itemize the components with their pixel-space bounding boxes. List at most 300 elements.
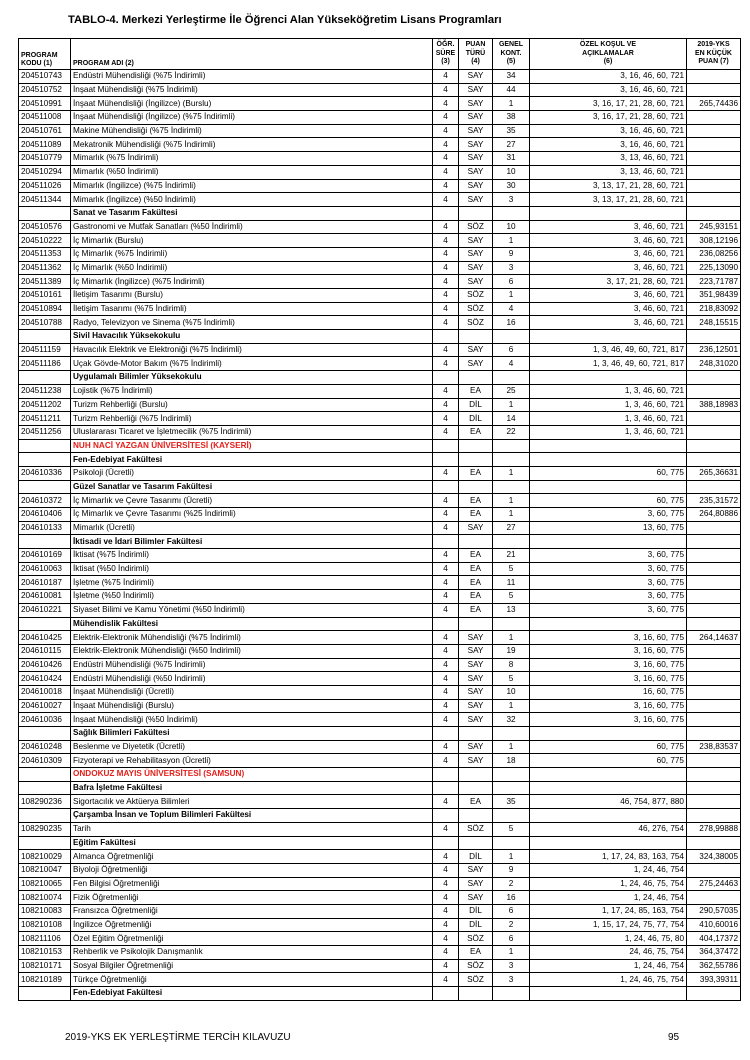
- table-row: [19, 946, 741, 960]
- program-code: 108210083: [19, 904, 71, 918]
- program-code: 204610248: [19, 740, 71, 754]
- empty-quota-cell: [493, 809, 530, 823]
- table-row: [19, 549, 741, 563]
- notes-cell: 3, 16, 60, 775: [530, 713, 687, 727]
- duration-cell: 4: [433, 398, 459, 412]
- program-code: 204511089: [19, 138, 71, 152]
- notes-cell: 1, 15, 17, 24, 75, 77, 754: [530, 918, 687, 932]
- program-name: İnşaat Mühendisliği (Ücretli): [71, 685, 433, 699]
- notes-cell: 3, 16, 46, 60, 721: [530, 70, 687, 84]
- quota-cell: 21: [493, 549, 530, 563]
- empty-code-cell: [19, 480, 71, 494]
- score-type-cell: EA: [459, 466, 493, 480]
- table-row: [19, 138, 741, 152]
- table-row: [19, 152, 741, 166]
- empty-duration-cell: [433, 987, 459, 1001]
- program-name: Sosyal Bilgiler Öğretmenliği: [71, 959, 433, 973]
- notes-cell: 3, 16, 46, 60, 721: [530, 124, 687, 138]
- quota-cell: 1: [493, 234, 530, 248]
- faculty-row: [19, 727, 741, 741]
- min-score-cell: [687, 658, 741, 672]
- min-score-cell: [687, 644, 741, 658]
- program-name: İşletme (%75 İndirimli): [71, 576, 433, 590]
- score-type-cell: SAY: [459, 644, 493, 658]
- duration-cell: 4: [433, 275, 459, 289]
- empty-duration-cell: [433, 453, 459, 467]
- table-row: [19, 932, 741, 946]
- program-name: Uçak Gövde-Motor Bakım (%75 İndirimli): [71, 357, 433, 371]
- faculty-name: Mühendislik Fakültesi: [71, 617, 433, 631]
- notes-cell: 3, 16, 60, 775: [530, 644, 687, 658]
- score-type-cell: EA: [459, 508, 493, 522]
- score-type-cell: SAY: [459, 261, 493, 275]
- score-type-cell: SAY: [459, 631, 493, 645]
- empty-min-score-cell: [687, 371, 741, 385]
- program-name: Elektrik-Elektronik Mühendisliği (%50 İndirimli): [71, 644, 433, 658]
- duration-cell: 4: [433, 466, 459, 480]
- faculty-row: [19, 987, 741, 1001]
- score-type-cell: EA: [459, 590, 493, 604]
- duration-cell: 4: [433, 138, 459, 152]
- empty-duration-cell: [433, 617, 459, 631]
- empty-code-cell: [19, 330, 71, 344]
- notes-cell: 13, 60, 775: [530, 521, 687, 535]
- quota-cell: 1: [493, 398, 530, 412]
- notes-cell: 1, 24, 46, 754: [530, 891, 687, 905]
- university-name: NUH NACİ YAZGAN ÜNİVERSİTESİ (KAYSERİ): [71, 439, 433, 453]
- empty-quota-cell: [493, 836, 530, 850]
- empty-duration-cell: [433, 480, 459, 494]
- faculty-row: [19, 535, 741, 549]
- empty-duration-cell: [433, 768, 459, 782]
- min-score-cell: [687, 521, 741, 535]
- empty-quota-cell: [493, 439, 530, 453]
- program-code: 204510222: [19, 234, 71, 248]
- program-name: Siyaset Bilimi ve Kamu Yönetimi (%50 İndirimli): [71, 603, 433, 617]
- quota-cell: 1: [493, 946, 530, 960]
- empty-min-score-cell: [687, 727, 741, 741]
- min-score-cell: [687, 590, 741, 604]
- program-code: 204510743: [19, 70, 71, 84]
- program-code: 204511202: [19, 398, 71, 412]
- score-type-cell: SÖZ: [459, 289, 493, 303]
- notes-cell: 3, 16, 17, 21, 28, 60, 721: [530, 111, 687, 125]
- notes-cell: 24, 46, 75, 754: [530, 946, 687, 960]
- table-title: TABLO-4. Merkezi Yerleştirme İle Öğrenci Alan Yükseköğretim Lisans Programları: [68, 14, 502, 26]
- empty-score-type-cell: [459, 535, 493, 549]
- program-name: Fransızca Öğretmenliği: [71, 904, 433, 918]
- quota-cell: 35: [493, 124, 530, 138]
- score-type-cell: SAY: [459, 685, 493, 699]
- score-type-cell: SAY: [459, 138, 493, 152]
- table-row: [19, 795, 741, 809]
- empty-score-type-cell: [459, 809, 493, 823]
- empty-duration-cell: [433, 330, 459, 344]
- empty-code-cell: [19, 809, 71, 823]
- program-name: Fizyoterapi ve Rehabilitasyon (Ücretli): [71, 754, 433, 768]
- notes-cell: 3, 60, 775: [530, 562, 687, 576]
- page-number: 95: [668, 1032, 680, 1043]
- program-name: İşletme (%50 İndirimli): [71, 590, 433, 604]
- program-code: 204510294: [19, 165, 71, 179]
- table-row: [19, 193, 741, 207]
- duration-cell: 4: [433, 384, 459, 398]
- empty-min-score-cell: [687, 987, 741, 1001]
- program-code: 204510991: [19, 97, 71, 111]
- program-name: Rehberlik ve Psikolojik Danışmanlık: [71, 946, 433, 960]
- score-type-cell: SAY: [459, 658, 493, 672]
- quota-cell: 3: [493, 261, 530, 275]
- min-score-cell: [687, 111, 741, 125]
- quota-cell: 10: [493, 220, 530, 234]
- program-code: 204510761: [19, 124, 71, 138]
- min-score-cell: [687, 795, 741, 809]
- notes-cell: 3, 46, 60, 721: [530, 316, 687, 330]
- min-score-cell: [687, 672, 741, 686]
- empty-quota-cell: [493, 330, 530, 344]
- min-score-cell: [687, 549, 741, 563]
- table-row: [19, 111, 741, 125]
- duration-cell: 4: [433, 316, 459, 330]
- notes-cell: 60, 775: [530, 466, 687, 480]
- empty-score-type-cell: [459, 768, 493, 782]
- program-name: İletişim Tasarımı (Burslu): [71, 289, 433, 303]
- program-name: Tarih: [71, 822, 433, 836]
- duration-cell: 4: [433, 152, 459, 166]
- min-score-cell: 351,98439: [687, 289, 741, 303]
- table-row: [19, 959, 741, 973]
- min-score-cell: 223,71787: [687, 275, 741, 289]
- quota-cell: 27: [493, 138, 530, 152]
- notes-cell: 3, 16, 60, 775: [530, 631, 687, 645]
- notes-cell: 1, 24, 46, 75, 754: [530, 877, 687, 891]
- table-row: [19, 70, 741, 84]
- quota-cell: 3: [493, 959, 530, 973]
- score-type-cell: SAY: [459, 152, 493, 166]
- score-type-cell: SÖZ: [459, 316, 493, 330]
- empty-min-score-cell: [687, 480, 741, 494]
- duration-cell: 4: [433, 863, 459, 877]
- duration-cell: 4: [433, 959, 459, 973]
- duration-cell: 4: [433, 247, 459, 261]
- header-quota: GENEL KONT. (5): [493, 39, 530, 70]
- program-name: İngilizce Öğretmenliği: [71, 918, 433, 932]
- table-row: [19, 83, 741, 97]
- empty-code-cell: [19, 617, 71, 631]
- empty-score-type-cell: [459, 727, 493, 741]
- duration-cell: 4: [433, 932, 459, 946]
- quota-cell: 10: [493, 165, 530, 179]
- program-name: Radyo, Televizyon ve Sinema (%75 İndirimli): [71, 316, 433, 330]
- empty-quota-cell: [493, 480, 530, 494]
- duration-cell: 4: [433, 70, 459, 84]
- empty-score-type-cell: [459, 836, 493, 850]
- duration-cell: 4: [433, 494, 459, 508]
- notes-cell: 46, 754, 877, 880: [530, 795, 687, 809]
- quota-cell: 3: [493, 193, 530, 207]
- score-type-cell: EA: [459, 603, 493, 617]
- empty-notes-cell: [530, 330, 687, 344]
- faculty-name: Güzel Sanatlar ve Tasarım Fakültesi: [71, 480, 433, 494]
- notes-cell: 3, 16, 46, 60, 721: [530, 83, 687, 97]
- duration-cell: 4: [433, 111, 459, 125]
- notes-cell: 3, 46, 60, 721: [530, 220, 687, 234]
- program-code: 204610018: [19, 685, 71, 699]
- program-name: Psikoloji (Ücretli): [71, 466, 433, 480]
- quota-cell: 2: [493, 918, 530, 932]
- min-score-cell: [687, 891, 741, 905]
- min-score-cell: [687, 193, 741, 207]
- min-score-cell: 248,15515: [687, 316, 741, 330]
- min-score-cell: [687, 699, 741, 713]
- min-score-cell: 236,12501: [687, 343, 741, 357]
- duration-cell: 4: [433, 850, 459, 864]
- program-code: 204511353: [19, 247, 71, 261]
- score-type-cell: SAY: [459, 247, 493, 261]
- notes-cell: 60, 775: [530, 740, 687, 754]
- min-score-cell: 235,31572: [687, 494, 741, 508]
- notes-cell: 3, 16, 17, 21, 28, 60, 721: [530, 97, 687, 111]
- min-score-cell: [687, 384, 741, 398]
- notes-cell: 16, 60, 775: [530, 685, 687, 699]
- empty-notes-cell: [530, 987, 687, 1001]
- empty-score-type-cell: [459, 617, 493, 631]
- empty-notes-cell: [530, 768, 687, 782]
- program-code: 204610081: [19, 590, 71, 604]
- empty-code-cell: [19, 987, 71, 1001]
- empty-notes-cell: [530, 836, 687, 850]
- program-code: 204610424: [19, 672, 71, 686]
- program-name: Mimarlık (Ücretli): [71, 521, 433, 535]
- empty-duration-cell: [433, 535, 459, 549]
- min-score-cell: [687, 124, 741, 138]
- program-name: Elektrik-Elektronik Mühendisliği (%75 İndirimli): [71, 631, 433, 645]
- quota-cell: 2: [493, 877, 530, 891]
- score-type-cell: SÖZ: [459, 220, 493, 234]
- header-program-code: PROGRAM KODU (1): [19, 39, 71, 70]
- notes-cell: 3, 60, 775: [530, 603, 687, 617]
- duration-cell: 4: [433, 822, 459, 836]
- score-type-cell: SAY: [459, 343, 493, 357]
- faculty-row: [19, 836, 741, 850]
- empty-min-score-cell: [687, 535, 741, 549]
- quota-cell: 1: [493, 850, 530, 864]
- quota-cell: 19: [493, 644, 530, 658]
- faculty-row: [19, 206, 741, 220]
- table-row: [19, 644, 741, 658]
- notes-cell: 3, 16, 46, 60, 721: [530, 138, 687, 152]
- empty-duration-cell: [433, 371, 459, 385]
- notes-cell: 3, 46, 60, 721: [530, 234, 687, 248]
- duration-cell: 4: [433, 699, 459, 713]
- program-code: 204610309: [19, 754, 71, 768]
- duration-cell: 4: [433, 973, 459, 987]
- score-type-cell: SAY: [459, 193, 493, 207]
- program-code: 108290235: [19, 822, 71, 836]
- min-score-cell: [687, 562, 741, 576]
- score-type-cell: EA: [459, 425, 493, 439]
- empty-notes-cell: [530, 535, 687, 549]
- program-name: İç Mimarlık (Burslu): [71, 234, 433, 248]
- score-type-cell: SÖZ: [459, 822, 493, 836]
- program-code: 204510161: [19, 289, 71, 303]
- empty-min-score-cell: [687, 809, 741, 823]
- notes-cell: 1, 3, 46, 60, 721: [530, 425, 687, 439]
- program-code: 204610221: [19, 603, 71, 617]
- notes-cell: 1, 24, 46, 75, 80: [530, 932, 687, 946]
- score-type-cell: EA: [459, 576, 493, 590]
- program-name: Endüstri Mühendisliği (%75 İndirimli): [71, 70, 433, 84]
- score-type-cell: SAY: [459, 740, 493, 754]
- empty-quota-cell: [493, 987, 530, 1001]
- empty-notes-cell: [530, 480, 687, 494]
- min-score-cell: [687, 603, 741, 617]
- table-row: [19, 754, 741, 768]
- duration-cell: 4: [433, 549, 459, 563]
- score-type-cell: EA: [459, 384, 493, 398]
- quota-cell: 5: [493, 672, 530, 686]
- quota-cell: 1: [493, 508, 530, 522]
- empty-min-score-cell: [687, 617, 741, 631]
- empty-score-type-cell: [459, 453, 493, 467]
- program-code: 204610115: [19, 644, 71, 658]
- empty-code-cell: [19, 768, 71, 782]
- empty-quota-cell: [493, 781, 530, 795]
- score-type-cell: EA: [459, 549, 493, 563]
- quota-cell: 6: [493, 343, 530, 357]
- empty-min-score-cell: [687, 330, 741, 344]
- quota-cell: 16: [493, 316, 530, 330]
- empty-score-type-cell: [459, 330, 493, 344]
- table-row: [19, 384, 741, 398]
- program-name: Havacılık Elektrik ve Elektroniği (%75 İndirimli): [71, 343, 433, 357]
- table-row: [19, 494, 741, 508]
- score-type-cell: SAY: [459, 234, 493, 248]
- table-row: [19, 247, 741, 261]
- table-row: [19, 713, 741, 727]
- quota-cell: 22: [493, 425, 530, 439]
- min-score-cell: 238,83537: [687, 740, 741, 754]
- quota-cell: 14: [493, 412, 530, 426]
- program-code: 204511389: [19, 275, 71, 289]
- program-code: 204610169: [19, 549, 71, 563]
- empty-score-type-cell: [459, 371, 493, 385]
- faculty-name: Sanat ve Tasarım Fakültesi: [71, 206, 433, 220]
- notes-cell: 3, 60, 775: [530, 508, 687, 522]
- quota-cell: 1: [493, 494, 530, 508]
- quota-cell: 16: [493, 891, 530, 905]
- table-row: [19, 685, 741, 699]
- quota-cell: 8: [493, 658, 530, 672]
- header-min-score: 2019-YKS EN KÜÇÜK PUAN (7): [687, 39, 741, 70]
- program-name: Turizm Rehberliği (%75 İndirimli): [71, 412, 433, 426]
- min-score-cell: 264,80886: [687, 508, 741, 522]
- empty-score-type-cell: [459, 206, 493, 220]
- notes-cell: 3, 46, 60, 721: [530, 302, 687, 316]
- score-type-cell: SÖZ: [459, 302, 493, 316]
- empty-min-score-cell: [687, 836, 741, 850]
- program-name: Lojistik (%75 İndirimli): [71, 384, 433, 398]
- empty-quota-cell: [493, 617, 530, 631]
- table-row: [19, 699, 741, 713]
- quota-cell: 11: [493, 576, 530, 590]
- quota-cell: 4: [493, 302, 530, 316]
- footer-guide-title: 2019-YKS EK YERLEŞTİRME TERCİH KILAVUZU: [65, 1032, 291, 1043]
- min-score-cell: [687, 179, 741, 193]
- score-type-cell: SÖZ: [459, 959, 493, 973]
- duration-cell: 4: [433, 904, 459, 918]
- program-name: İnşaat Mühendisliği (İngilizce) (%75 İndirimli): [71, 111, 433, 125]
- faculty-row: [19, 371, 741, 385]
- program-name: Mimarlık (İngilizce) (%75 İndirimli): [71, 179, 433, 193]
- program-name: Uluslararası Ticaret ve İşletmecilik (%75 İndirimli): [71, 425, 433, 439]
- program-name: İç Mimarlık (%50 İndirimli): [71, 261, 433, 275]
- score-type-cell: SAY: [459, 672, 493, 686]
- programs-table: [18, 38, 741, 1001]
- program-name: İç Mimarlık (İngilizce) (%75 İndirimli): [71, 275, 433, 289]
- min-score-cell: 388,18983: [687, 398, 741, 412]
- empty-notes-cell: [530, 371, 687, 385]
- empty-notes-cell: [530, 809, 687, 823]
- empty-quota-cell: [493, 453, 530, 467]
- program-name: Özel Eğitim Öğretmenliği: [71, 932, 433, 946]
- program-name: Gastronomi ve Mutfak Sanatları (%50 İndirimli): [71, 220, 433, 234]
- notes-cell: 3, 60, 775: [530, 576, 687, 590]
- duration-cell: 4: [433, 918, 459, 932]
- empty-score-type-cell: [459, 987, 493, 1001]
- table-row: [19, 508, 741, 522]
- notes-cell: 3, 13, 17, 21, 28, 60, 721: [530, 193, 687, 207]
- empty-score-type-cell: [459, 480, 493, 494]
- min-score-cell: [687, 713, 741, 727]
- program-name: Mimarlık (%75 İndirimli): [71, 152, 433, 166]
- empty-quota-cell: [493, 206, 530, 220]
- empty-notes-cell: [530, 617, 687, 631]
- empty-notes-cell: [530, 727, 687, 741]
- min-score-cell: [687, 70, 741, 84]
- empty-code-cell: [19, 439, 71, 453]
- quota-cell: 4: [493, 357, 530, 371]
- score-type-cell: DİL: [459, 398, 493, 412]
- min-score-cell: 265,74436: [687, 97, 741, 111]
- duration-cell: 4: [433, 795, 459, 809]
- table-row: [19, 220, 741, 234]
- notes-cell: 1, 3, 46, 49, 60, 721, 817: [530, 357, 687, 371]
- duration-cell: 4: [433, 97, 459, 111]
- score-type-cell: EA: [459, 562, 493, 576]
- notes-cell: 3, 16, 60, 775: [530, 658, 687, 672]
- duration-cell: 4: [433, 289, 459, 303]
- table-row: [19, 973, 741, 987]
- table-row: [19, 877, 741, 891]
- duration-cell: 4: [433, 644, 459, 658]
- notes-cell: 3, 46, 60, 721: [530, 247, 687, 261]
- notes-cell: 3, 13, 17, 21, 28, 60, 721: [530, 179, 687, 193]
- faculty-row: [19, 480, 741, 494]
- program-code: 108210153: [19, 946, 71, 960]
- empty-code-cell: [19, 836, 71, 850]
- duration-cell: 4: [433, 425, 459, 439]
- empty-min-score-cell: [687, 453, 741, 467]
- empty-quota-cell: [493, 768, 530, 782]
- program-name: İnşaat Mühendisliği (İngilizce) (Burslu): [71, 97, 433, 111]
- duration-cell: 4: [433, 603, 459, 617]
- min-score-cell: [687, 165, 741, 179]
- quota-cell: 1: [493, 631, 530, 645]
- duration-cell: 4: [433, 590, 459, 604]
- score-type-cell: SAY: [459, 83, 493, 97]
- notes-cell: 1, 3, 46, 49, 60, 721, 817: [530, 343, 687, 357]
